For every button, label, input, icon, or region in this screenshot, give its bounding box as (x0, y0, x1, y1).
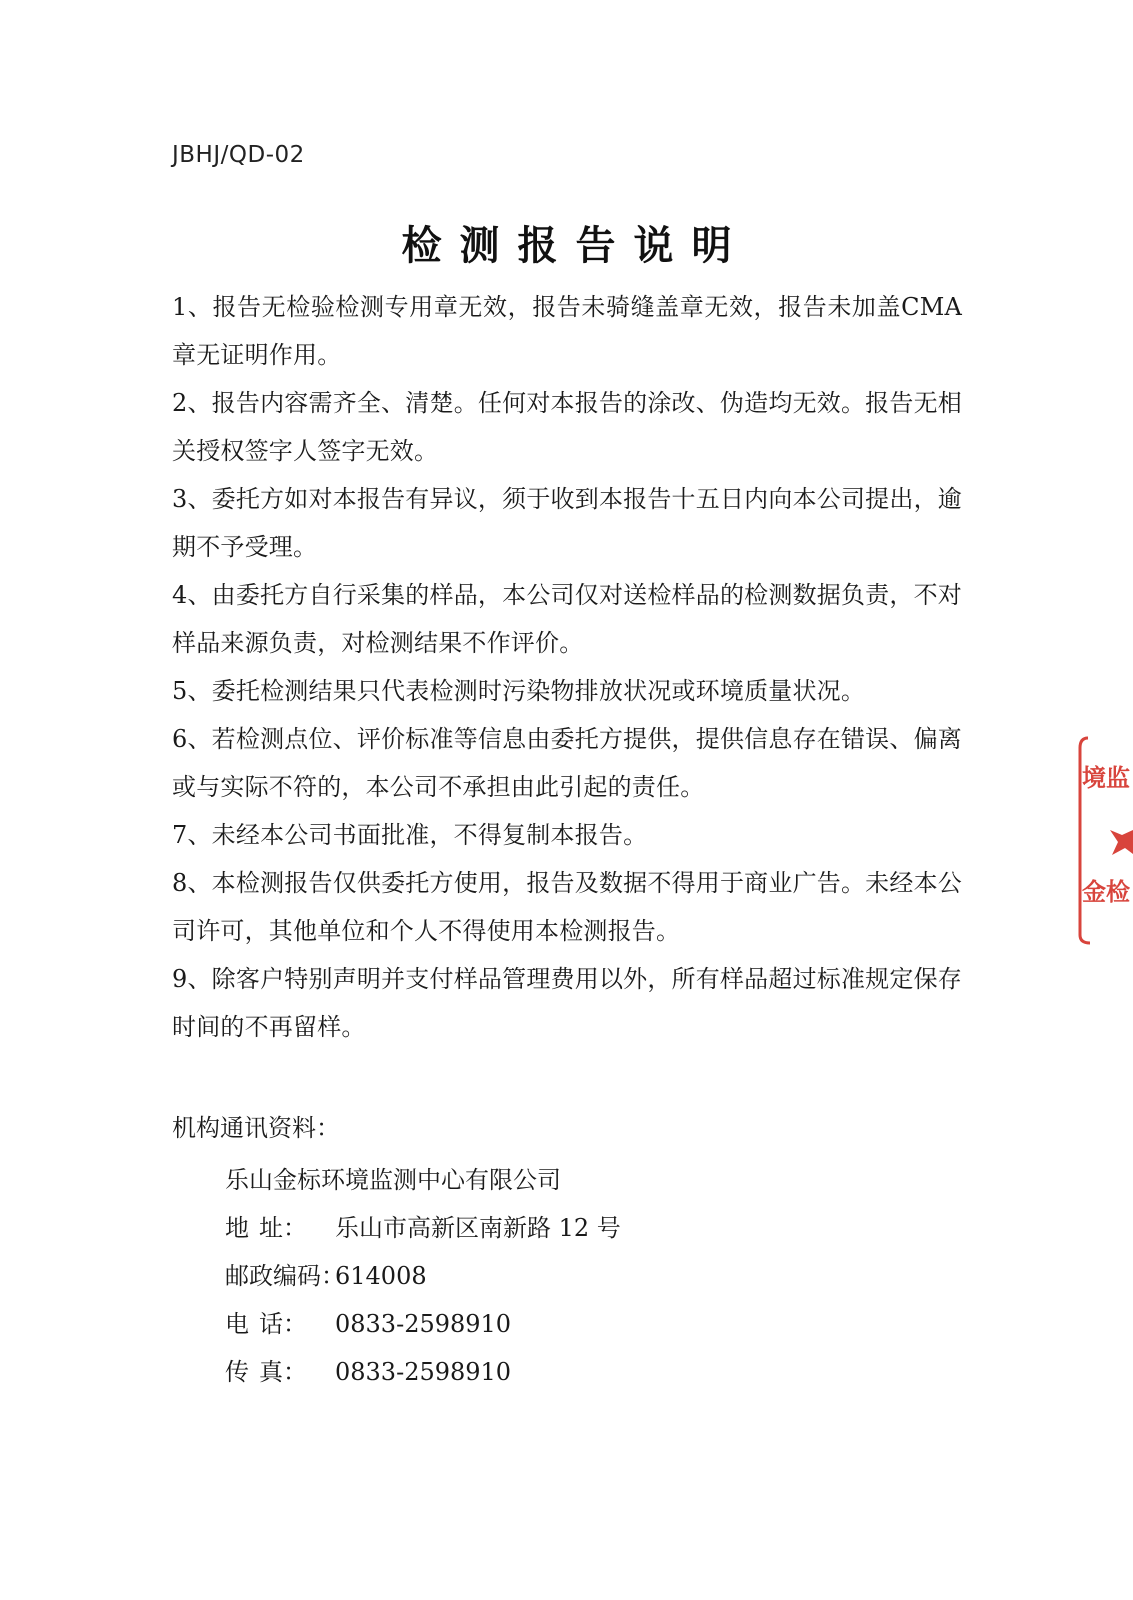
company-name: 乐山金标环境监测中心有限公司 (225, 1166, 561, 1194)
contact-block (225, 1156, 621, 1396)
postcode-row (225, 1252, 621, 1300)
note-item: 7、未经本公司书面批准，不得复制本报告。 (172, 821, 648, 849)
svg-text:金检: 金检 (1082, 878, 1130, 906)
note-item: 9、除客户特别声明并支付样品管理费用以外，所有样品超过标准规定保存时间的不再留样。 (172, 965, 962, 1041)
document-code: JBHJ/QD-02 (172, 142, 305, 168)
phone-value: 0833-2598910 (335, 1310, 512, 1338)
note-item: 3、委托方如对本报告有异议，须于收到本报告十五日内向本公司提出，逾期不予受理。 (172, 485, 962, 561)
phone-label: 电 话： (225, 1310, 307, 1338)
phone-row (225, 1300, 621, 1348)
contact-heading: 机构通讯资料： (172, 1114, 340, 1142)
address-label: 地 址： (225, 1214, 307, 1242)
address-value: 乐山市高新区南新路 12 号 (335, 1214, 621, 1242)
notes-list (172, 283, 962, 1051)
note-item: 6、若检测点位、评价标准等信息由委托方提供，提供信息存在错误、偏离或与实际不符的，本公司不承担由此引起的责任。 (172, 725, 962, 801)
postcode-value: 614008 (335, 1262, 427, 1290)
fax-row (225, 1348, 621, 1396)
note-item: 8、本检测报告仅供委托方使用，报告及数据不得用于商业广告。未经本公司许可，其他单位和个人不得使用本检测报告。 (172, 869, 962, 945)
postcode-label: 邮政编码： (225, 1262, 345, 1290)
seam-stamp-icon (1060, 730, 1133, 945)
document-title: 检测报告说明 (401, 223, 750, 269)
svg-text:境监: 境监 (1082, 764, 1130, 792)
fax-label: 传 真： (225, 1358, 307, 1386)
note-item: 5、委托检测结果只代表检测时污染物排放状况或环境质量状况。 (172, 677, 866, 705)
address-row (225, 1204, 621, 1252)
fax-value: 0833-2598910 (335, 1358, 512, 1386)
note-item: 1、报告无检验检测专用章无效，报告未骑缝盖章无效，报告未加盖CMA 章无证明作用。 (172, 293, 962, 369)
note-item: 2、报告内容需齐全、清楚。任何对本报告的涂改、伪造均无效。报告无相关授权签字人签字无效。 (172, 389, 962, 465)
note-item: 4、由委托方自行采集的样品，本公司仅对送检样品的检测数据负责，不对样品来源负责，对检测结果不作评价。 (172, 581, 962, 657)
